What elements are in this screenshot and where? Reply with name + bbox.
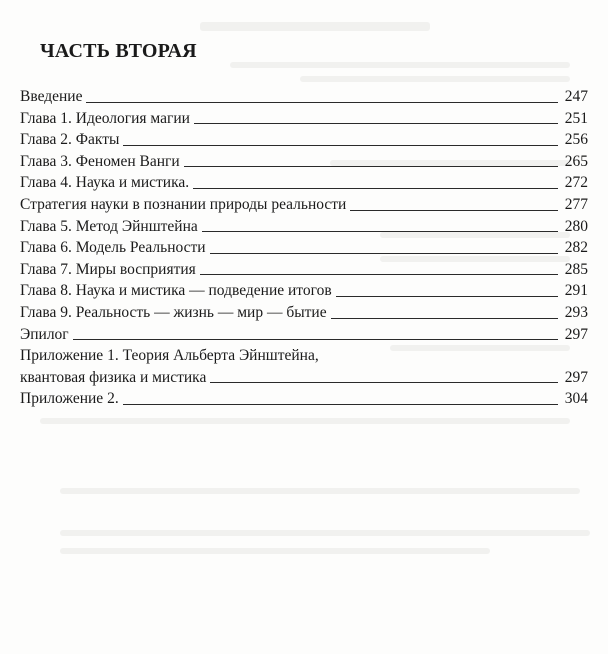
- toc-entry-title: Стратегия науки в познании природы реальности: [20, 195, 347, 213]
- toc-entry-line: [20, 324, 588, 346]
- toc-entry-line: [20, 216, 588, 238]
- toc-entry-line: [20, 151, 588, 173]
- toc-leader-line: [194, 123, 558, 124]
- toc-entry-title: Глава 9. Реальность — жизнь — мир — бытие: [20, 303, 327, 321]
- toc-entry-line: [20, 302, 588, 324]
- toc-entry-line: [20, 280, 588, 302]
- toc-leader-line: [200, 274, 558, 275]
- toc-entry-line: [20, 172, 588, 194]
- toc-page-number: 247: [564, 88, 588, 105]
- toc-page-number: 282: [564, 239, 588, 257]
- toc-entry: [20, 172, 588, 194]
- toc-entry-title: Глава 4. Наука и мистика.: [20, 174, 190, 192]
- toc-entry-line: [20, 237, 588, 259]
- toc-entry-line: [20, 259, 588, 281]
- toc-entry-line: [20, 108, 588, 130]
- toc-entry-line: [20, 345, 588, 367]
- toc-entry-title: Глава 3. Феномен Ванги: [20, 152, 180, 170]
- toc-entry-title: Глава 6. Модель Реальности: [20, 239, 206, 257]
- toc-entry-title: Глава 7. Миры восприятия: [20, 260, 196, 278]
- toc-entry-title: Приложение 2.: [20, 390, 119, 408]
- toc-leader-line: [210, 382, 558, 383]
- toc-leader-line: [336, 296, 558, 297]
- toc-entry: [20, 388, 588, 410]
- table-of-contents: [20, 86, 588, 410]
- toc-leader-line: [193, 188, 558, 189]
- toc-entry-title: квантовая физика и мистика: [20, 368, 207, 386]
- toc-page-number: 256: [564, 131, 588, 149]
- toc-entry-line: [20, 86, 588, 108]
- toc-entry-title: Глава 5. Метод Эйнштейна: [20, 217, 198, 235]
- toc-page-number: 304: [564, 390, 588, 408]
- toc-entry-title: Глава 2. Факты: [20, 131, 120, 149]
- toc-entry-line: [20, 129, 588, 151]
- toc-entry-title: Приложение 1. Теория Альберта Эйнштейна,: [20, 347, 319, 365]
- toc-entry-title: Эпилог: [20, 325, 69, 343]
- toc-page-number: 251: [564, 109, 588, 127]
- toc-entry-title: Глава 1. Идеология магии: [20, 109, 190, 127]
- toc-leader-line: [123, 404, 558, 405]
- toc-entry: [20, 345, 588, 388]
- toc-leader-line: [210, 253, 558, 254]
- toc-leader-line: [202, 231, 558, 232]
- toc-entry-line: [20, 388, 588, 410]
- toc-entry: [20, 302, 588, 324]
- toc-page-number: 291: [564, 282, 588, 300]
- toc-page-number: 277: [564, 195, 588, 213]
- toc-entry: [20, 129, 588, 151]
- toc-entry: [20, 216, 588, 238]
- toc-entry: [20, 194, 588, 216]
- toc-entry: [20, 151, 588, 173]
- toc-entry-title: Введение: [20, 88, 83, 105]
- toc-entry: [20, 237, 588, 259]
- toc-leader-line: [73, 339, 558, 340]
- toc-page-number: 280: [564, 217, 588, 235]
- toc-page-number: 297: [564, 325, 588, 343]
- toc-leader-line: [123, 145, 558, 146]
- toc-leader-line: [331, 318, 558, 319]
- toc-entry-title: Глава 8. Наука и мистика — подведение итогов: [20, 282, 332, 300]
- toc-entry: [20, 86, 588, 108]
- toc-leader-line: [86, 102, 558, 103]
- section-heading: ЧАСТЬ ВТОРАЯ: [40, 40, 197, 62]
- toc-page-number: 265: [564, 152, 588, 170]
- toc-page-number: 297: [564, 368, 588, 386]
- toc-entry-line: [20, 194, 588, 216]
- toc-entry: [20, 280, 588, 302]
- toc-page-number: 272: [564, 174, 588, 192]
- toc-page-number: 285: [564, 260, 588, 278]
- toc-page-number: 293: [564, 303, 588, 321]
- toc-entry: [20, 259, 588, 281]
- toc-leader-line: [350, 210, 558, 211]
- toc-entry-line: [20, 367, 588, 389]
- toc-leader-line: [184, 166, 558, 167]
- toc-entry: [20, 324, 588, 346]
- toc-entry: [20, 108, 588, 130]
